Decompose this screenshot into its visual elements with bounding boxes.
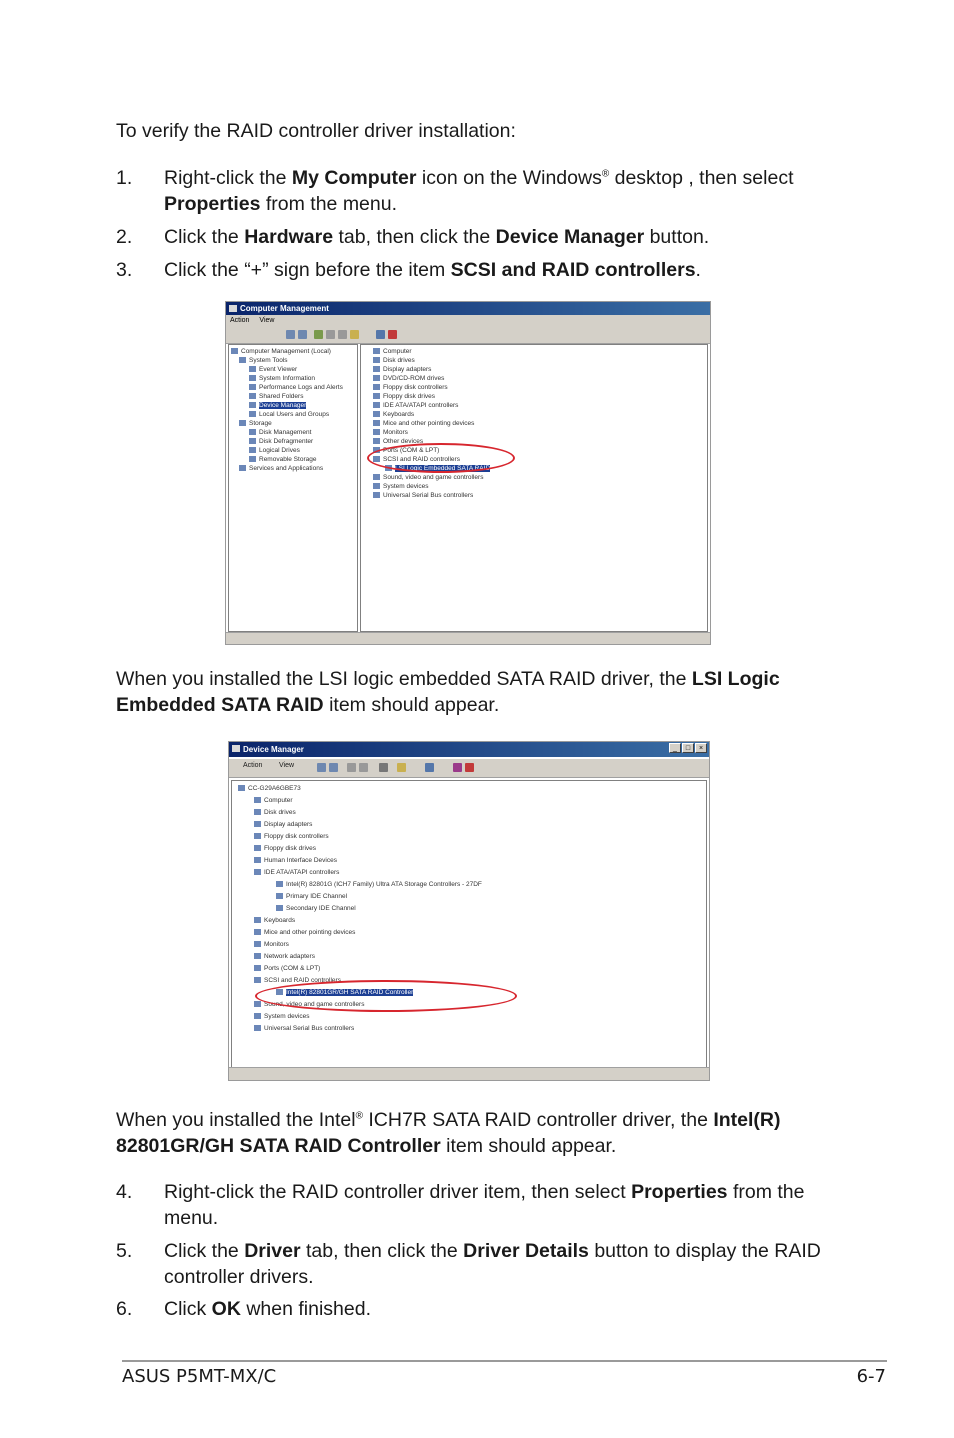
text-run: Click xyxy=(164,1298,212,1320)
step-item xyxy=(116,1238,836,1290)
device-icon xyxy=(276,893,283,899)
scan-icon[interactable] xyxy=(376,330,385,339)
tree-item[interactable] xyxy=(254,953,315,961)
text-run: button. xyxy=(644,226,710,248)
step-number: 1. xyxy=(116,167,133,189)
tree-item[interactable] xyxy=(254,965,320,973)
device-icon xyxy=(254,845,261,851)
up-icon[interactable] xyxy=(314,330,323,339)
tree-item[interactable] xyxy=(254,797,293,805)
device-icon xyxy=(249,366,256,372)
registered-mark: ® xyxy=(355,1110,363,1122)
tree-item-label: Other devices xyxy=(383,438,424,445)
tree-item-label: Computer Management (Local) xyxy=(241,348,331,355)
print-icon[interactable] xyxy=(359,763,368,772)
text-run: from the menu. xyxy=(260,193,398,215)
app-icon xyxy=(232,745,240,752)
device-tree-pane xyxy=(231,780,707,1068)
menu-action[interactable]: Action xyxy=(243,762,263,769)
device-icon xyxy=(373,429,380,435)
window-titlebar xyxy=(229,742,709,757)
tree-item-label: Services and Applications xyxy=(249,465,324,472)
tree-item-label: Shared Folders xyxy=(259,393,304,400)
remove-icon[interactable] xyxy=(388,330,397,339)
step-number: 4. xyxy=(116,1181,133,1203)
left-tree-pane xyxy=(228,344,358,632)
tree-item-label: Monitors xyxy=(264,941,289,948)
device-icon xyxy=(249,402,256,408)
bold-term: My Computer xyxy=(291,167,417,189)
registered-mark: ® xyxy=(601,168,610,180)
device-icon xyxy=(231,348,238,354)
tree-item-label: Removable Storage xyxy=(259,456,317,463)
device-icon xyxy=(373,357,380,363)
step-number: 6. xyxy=(116,1298,133,1320)
menu-view[interactable]: View xyxy=(259,317,275,324)
tree-item-label: Intel(R) 82801G (ICH7 Family) Ultra ATA Storage Controllers - 27DF xyxy=(286,881,482,888)
device-icon xyxy=(373,402,380,408)
device-icon xyxy=(254,929,261,935)
bold-term: Intel(R) 82801GR/GH SATA RAID Controller xyxy=(116,1109,781,1157)
tree-item-label: Universal Serial Bus controllers xyxy=(264,1025,355,1032)
tree-item[interactable] xyxy=(373,366,431,374)
step-item xyxy=(116,224,836,250)
tree-item[interactable] xyxy=(254,821,312,829)
bold-term: OK xyxy=(211,1298,241,1320)
back-icon[interactable] xyxy=(317,763,326,772)
show-hide-icon[interactable] xyxy=(347,763,356,772)
step-text xyxy=(164,1296,836,1322)
text-run: Click the “+” sign before the item xyxy=(164,259,451,281)
device-icon xyxy=(254,1001,261,1007)
tree-item[interactable] xyxy=(249,366,297,374)
tree-item[interactable] xyxy=(373,411,414,419)
tree-item[interactable] xyxy=(239,465,323,473)
tree-item-label: System Tools xyxy=(249,357,288,364)
tree-item-label: Human Interface Devices xyxy=(264,857,337,864)
tree-item[interactable] xyxy=(239,357,288,365)
step-item xyxy=(116,1179,836,1231)
text-run: Click the xyxy=(164,226,245,248)
tree-item-label: Network adapters xyxy=(264,953,315,960)
tree-item-label: Sound, video and game controllers xyxy=(264,1001,365,1008)
device-icon xyxy=(373,492,380,498)
tree-item[interactable] xyxy=(254,833,329,841)
tree-item[interactable] xyxy=(249,447,300,455)
bold-term: Hardware xyxy=(244,226,334,248)
tree-item-label: Mice and other pointing devices xyxy=(383,420,475,427)
tree-item-label: System devices xyxy=(264,1013,310,1020)
device-icon xyxy=(249,384,256,390)
window-title: Computer Management xyxy=(240,304,329,313)
device-icon xyxy=(249,411,256,417)
tree-item-label: Floppy disk drives xyxy=(264,845,317,852)
right-tree-pane xyxy=(360,344,708,632)
help-icon[interactable] xyxy=(397,763,406,772)
disable-icon[interactable] xyxy=(453,763,462,772)
tree-item[interactable] xyxy=(373,375,444,383)
step-number: 5. xyxy=(116,1240,133,1262)
tree-item[interactable] xyxy=(373,429,408,437)
device-manager-screenshot xyxy=(228,741,710,1081)
app-icon xyxy=(229,305,237,312)
forward-icon[interactable] xyxy=(329,763,338,772)
tree-item-label: IDE ATA/ATAPI controllers xyxy=(264,869,340,876)
step-item xyxy=(116,165,836,217)
tree-item-label: System Information xyxy=(259,375,315,382)
device-icon xyxy=(373,438,380,444)
device-icon xyxy=(249,456,256,462)
tree-item-label: Disk Defragmenter xyxy=(259,438,314,445)
tree-item[interactable] xyxy=(238,785,301,793)
tree-item-label: Disk drives xyxy=(264,809,296,816)
tree-item[interactable] xyxy=(254,917,295,925)
tree-item-label: SCSI and RAID controllers xyxy=(383,456,460,463)
intel-paragraph xyxy=(116,1107,836,1159)
device-icon xyxy=(249,429,256,435)
device-icon xyxy=(238,785,245,791)
menu-view[interactable]: View xyxy=(279,762,295,769)
step-text xyxy=(164,1238,836,1290)
show-hide-icon[interactable] xyxy=(326,330,335,339)
text-run: Right-click the RAID controller driver item, then select xyxy=(164,1181,632,1203)
highlight-ellipse xyxy=(367,443,515,473)
tree-item-label: Disk Management xyxy=(259,429,312,436)
tree-item[interactable] xyxy=(373,348,412,356)
tree-item[interactable] xyxy=(249,375,315,383)
bold-term: Properties xyxy=(164,193,261,215)
forward-icon[interactable] xyxy=(298,330,307,339)
device-icon xyxy=(254,857,261,863)
footer-model: ASUS P5MT-MX/C xyxy=(122,1366,277,1387)
lsi-paragraph xyxy=(116,666,836,718)
device-icon xyxy=(249,375,256,381)
device-icon xyxy=(254,809,261,815)
properties-icon[interactable] xyxy=(379,763,388,772)
device-icon xyxy=(254,1013,261,1019)
text-run: ICH7R SATA RAID controller driver, the xyxy=(362,1109,714,1131)
tree-item-label: Ports (COM & LPT) xyxy=(264,965,321,972)
device-icon xyxy=(373,366,380,372)
device-icon xyxy=(276,881,283,887)
help-icon[interactable] xyxy=(350,330,359,339)
tree-item-label: Mice and other pointing devices xyxy=(264,929,356,936)
tree-item-label: Keyboards xyxy=(264,917,296,924)
tree-item[interactable] xyxy=(254,809,296,817)
device-icon xyxy=(239,465,246,471)
step-text xyxy=(164,257,836,283)
device-icon xyxy=(373,474,380,480)
text-run: when finished. xyxy=(240,1298,372,1320)
device-icon xyxy=(276,905,283,911)
tree-item[interactable] xyxy=(373,492,473,500)
tree-item[interactable] xyxy=(373,420,474,428)
bold-term: LSI Logic Embedded SATA RAID xyxy=(116,668,780,716)
close-button[interactable]: × xyxy=(695,743,707,753)
tree-item[interactable] xyxy=(249,402,306,410)
window-controls xyxy=(669,743,707,753)
bold-term: Device Manager xyxy=(495,226,645,248)
device-icon xyxy=(373,411,380,417)
device-icon xyxy=(373,483,380,489)
bold-term: Driver xyxy=(244,1240,301,1262)
tree-item[interactable] xyxy=(254,845,316,853)
tree-item[interactable] xyxy=(249,411,329,419)
device-icon xyxy=(249,393,256,399)
step-text xyxy=(164,224,836,250)
tree-item-label: Ports (COM & LPT) xyxy=(383,447,440,454)
text-run: Right-click the xyxy=(164,167,292,189)
device-icon xyxy=(254,977,261,983)
maximize-button[interactable]: □ xyxy=(682,743,694,753)
highlight-ellipse xyxy=(255,980,517,1012)
menu-bar xyxy=(226,315,710,327)
tree-item[interactable] xyxy=(373,483,429,491)
device-icon xyxy=(254,953,261,959)
tree-item-label: SCSI and RAID controllers xyxy=(264,977,341,984)
text-run: from the menu. xyxy=(164,1181,805,1229)
intro-text: To verify the RAID controller driver installation: xyxy=(116,120,516,142)
device-icon xyxy=(254,869,261,875)
tree-item-label: Primary IDE Channel xyxy=(286,893,348,900)
tree-item[interactable] xyxy=(249,429,311,437)
tree-item[interactable] xyxy=(254,1013,310,1021)
computer-management-screenshot xyxy=(225,301,711,645)
device-icon xyxy=(373,420,380,426)
device-icon xyxy=(254,917,261,923)
device-icon xyxy=(373,384,380,390)
bold-term: Driver Details xyxy=(463,1240,589,1262)
tree-item[interactable] xyxy=(276,905,356,913)
step-item xyxy=(116,257,836,283)
tree-item-label: Display adapters xyxy=(264,821,313,828)
properties-icon[interactable] xyxy=(338,330,347,339)
tree-item-label: Sound, video and game controllers xyxy=(383,474,484,481)
tree-item[interactable] xyxy=(276,893,347,901)
tree-item[interactable] xyxy=(254,1025,354,1033)
device-icon xyxy=(254,821,261,827)
window-titlebar xyxy=(226,302,710,315)
tree-item-label: Device Manager xyxy=(259,402,307,409)
tree-item[interactable] xyxy=(373,402,458,410)
tree-item-label: CC-G29A6GBE73 xyxy=(248,785,301,792)
tree-item-label: Keyboards xyxy=(383,411,415,418)
tree-item-label: Event Viewer xyxy=(259,366,298,373)
menu-action[interactable]: Action xyxy=(230,317,250,324)
tree-item-label: Computer xyxy=(264,797,293,804)
tree-item-label: Floppy disk controllers xyxy=(383,384,448,391)
device-icon xyxy=(249,438,256,444)
tree-item-label: Intel(R) 82801GR/GH SATA RAID Controller xyxy=(286,989,414,996)
device-icon xyxy=(254,797,261,803)
tree-item-label: LSI Logic Embedded SATA RAID xyxy=(395,465,491,472)
device-icon xyxy=(239,357,246,363)
tree-item[interactable] xyxy=(254,857,337,865)
uninstall-icon[interactable] xyxy=(465,763,474,772)
device-icon xyxy=(239,420,246,426)
device-icon xyxy=(373,393,380,399)
text-run: desktop , then select xyxy=(609,167,794,189)
step-text xyxy=(164,165,836,217)
tree-item[interactable] xyxy=(373,474,483,482)
footer-page-number: 6-7 xyxy=(856,1366,886,1387)
tree-item-label: Display adapters xyxy=(383,366,432,373)
text-run: . xyxy=(695,259,701,281)
step-number: 3. xyxy=(116,259,133,281)
tree-item[interactable] xyxy=(249,456,316,464)
text-run: item should appear. xyxy=(440,1135,617,1157)
step-item xyxy=(116,1296,836,1322)
tree-item[interactable] xyxy=(249,393,303,401)
tree-item[interactable] xyxy=(249,384,343,392)
tree-item-label: Performance Logs and Alerts xyxy=(259,384,343,391)
tree-item[interactable] xyxy=(276,881,482,889)
bold-term: SCSI and RAID controllers xyxy=(450,259,696,281)
tree-item[interactable] xyxy=(231,348,331,356)
back-icon[interactable] xyxy=(286,330,295,339)
device-icon xyxy=(254,941,261,947)
tree-item[interactable] xyxy=(373,357,415,365)
text-run: tab, then click the xyxy=(333,226,496,248)
tree-item[interactable] xyxy=(254,869,339,877)
tree-item-label: IDE ATA/ATAPI controllers xyxy=(383,402,459,409)
status-bar xyxy=(229,1067,709,1080)
tree-item-label: Secondary IDE Channel xyxy=(286,905,356,912)
tree-item-label: Computer xyxy=(383,348,412,355)
text-run: button to display the RAID controller drivers. xyxy=(164,1240,821,1288)
toolbar xyxy=(229,759,709,778)
text-run: icon on the Windows xyxy=(416,167,602,189)
status-bar xyxy=(226,632,710,644)
text-run: tab, then click the xyxy=(300,1240,464,1262)
text-run: item should appear. xyxy=(323,694,500,716)
tree-item[interactable] xyxy=(254,929,355,937)
step-number: 2. xyxy=(116,226,133,248)
tree-item[interactable] xyxy=(254,941,289,949)
tree-item-label: Logical Drives xyxy=(259,447,300,454)
device-icon xyxy=(254,1025,261,1031)
step-text xyxy=(164,1179,836,1231)
tree-item[interactable] xyxy=(249,438,313,446)
tree-item-label: Local Users and Groups xyxy=(259,411,330,418)
window-title: Device Manager xyxy=(243,745,304,754)
tree-item-label: Disk drives xyxy=(383,357,415,364)
tree-item-label: Floppy disk controllers xyxy=(264,833,329,840)
bold-term: Properties xyxy=(631,1181,728,1203)
device-icon xyxy=(249,447,256,453)
text-run: When you installed the Intel xyxy=(116,1109,356,1131)
tree-item[interactable] xyxy=(373,384,448,392)
scan-icon[interactable] xyxy=(425,763,434,772)
tree-item-label: Floppy disk drives xyxy=(383,393,436,400)
text-run: Click the xyxy=(164,1240,245,1262)
tree-item[interactable] xyxy=(239,420,272,428)
device-icon xyxy=(373,375,380,381)
device-icon xyxy=(254,965,261,971)
device-icon xyxy=(373,348,380,354)
tree-item[interactable] xyxy=(373,393,435,401)
text-run: When you installed the LSI logic embedded SATA RAID driver, the xyxy=(116,668,692,690)
minimize-button[interactable]: _ xyxy=(669,743,681,753)
toolbar xyxy=(226,327,710,344)
footer-rule xyxy=(122,1360,887,1362)
tree-item-label: Universal Serial Bus controllers xyxy=(383,492,474,499)
tree-item-label: Monitors xyxy=(383,429,408,436)
tree-item-label: DVD/CD-ROM drives xyxy=(383,375,445,382)
tree-item-label: System devices xyxy=(383,483,429,490)
tree-item-label: Storage xyxy=(249,420,272,427)
device-icon xyxy=(254,833,261,839)
